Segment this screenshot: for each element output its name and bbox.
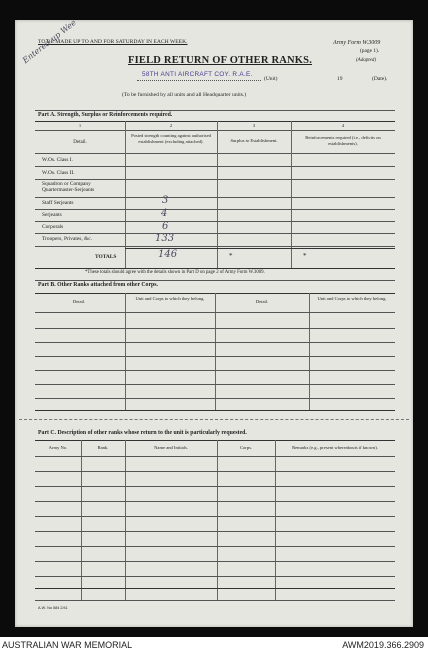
part-b-title: Part B. Other Ranks attached from other Corps.: [38, 282, 158, 288]
part-c-title: Part C. Description of other ranks whose return to the unit is particularly requested.: [38, 430, 247, 436]
totals-value: 146: [158, 249, 178, 260]
part-b-col-detail-2: Detail.: [255, 299, 269, 304]
strength-serjeants: 4: [161, 208, 168, 219]
col-header-surplus: Surplus to Establishment.: [230, 138, 278, 143]
col-number-4: 4: [341, 123, 345, 128]
strength-troopers: 133: [155, 233, 175, 244]
col-header-posted-strength: Posted strength counting against authorised establishment (excluding attached).: [131, 133, 211, 144]
row-serjeants: Serjeants: [42, 212, 62, 218]
form-sheet: [15, 17, 413, 627]
footer-source: AUSTRALIAN WAR MEMORIAL: [2, 640, 133, 650]
col-number-2: 2: [169, 123, 173, 128]
strength-corporals: 6: [162, 221, 169, 232]
unit-stamp: 58TH ANTI AIRCRAFT COY. R.A.E.: [142, 71, 253, 78]
totals-mark-reinforcements: *: [303, 252, 307, 260]
row-qm-serjeants: Squadron or Company Quartermaster-Serjeants: [42, 181, 95, 194]
unit-label: (Unit): [264, 76, 278, 82]
part-b-col-unit-1: Unit and Corps to which they belong.: [135, 296, 205, 301]
handwritten-note: Entered up Wee: [21, 17, 78, 66]
part-b-col-detail-1: Detail.: [72, 299, 86, 304]
part-b-col-unit-2: Unit and Corps to which they belong.: [317, 296, 387, 301]
row-staff-serjeants: Staff Serjeants: [42, 200, 74, 206]
furnish-note: (To be furnished by all units and all Headquarter units.): [122, 92, 247, 98]
totals-mark-surplus: *: [229, 252, 233, 260]
strength-staff-serjeants: 3: [162, 195, 169, 206]
deadline-text: TO BE MADE UP TO AND FOR SATURDAY IN EACH WEEK.: [38, 39, 188, 45]
col-header-detail: Detail.: [73, 140, 87, 145]
row-corporals: Corporals: [42, 224, 64, 230]
part-c-col-army-no: Army No.: [48, 445, 68, 450]
row-troopers: Troopers, Privates, &c.: [42, 236, 92, 242]
part-a-title: Part A. Strength, Surplus or Reinforcements required.: [38, 112, 173, 118]
adapted-label: (Adapted): [356, 58, 376, 63]
page-title: FIELD RETURN OF OTHER RANKS.: [128, 55, 313, 66]
part-c-col-rank: Rank.: [97, 445, 109, 450]
part-c-col-corps: Corps.: [239, 445, 253, 450]
part-a-footnote: *These totals should agree with the details shown in Part D on page 2 of Army Form W.3009.: [85, 270, 265, 275]
row-wo-class-2: W.Os. Class II.: [42, 170, 75, 176]
row-wo-class-1: W.Os. Class I.: [42, 157, 73, 163]
date-label: (Date).: [372, 76, 388, 82]
totals-label: TOTALS: [95, 254, 117, 260]
footer-accession: AWM2019.366.2909: [342, 640, 424, 650]
col-number-1: 1: [78, 123, 82, 128]
form-number: Army Form W.3009: [333, 40, 381, 46]
col-header-reinforcements: Reinforcements required (i.e., deficits on establishments).: [305, 135, 381, 146]
print-code: A.W. No 584 2/41: [38, 606, 68, 610]
form-page: (page 1).: [360, 48, 380, 54]
col-number-3: 3: [252, 123, 256, 128]
part-c-col-remarks: Remarks (e.g., present whereabouts if known).: [292, 445, 378, 450]
year-label: 19: [337, 76, 343, 82]
part-c-col-name: Name and Initials.: [154, 445, 188, 450]
